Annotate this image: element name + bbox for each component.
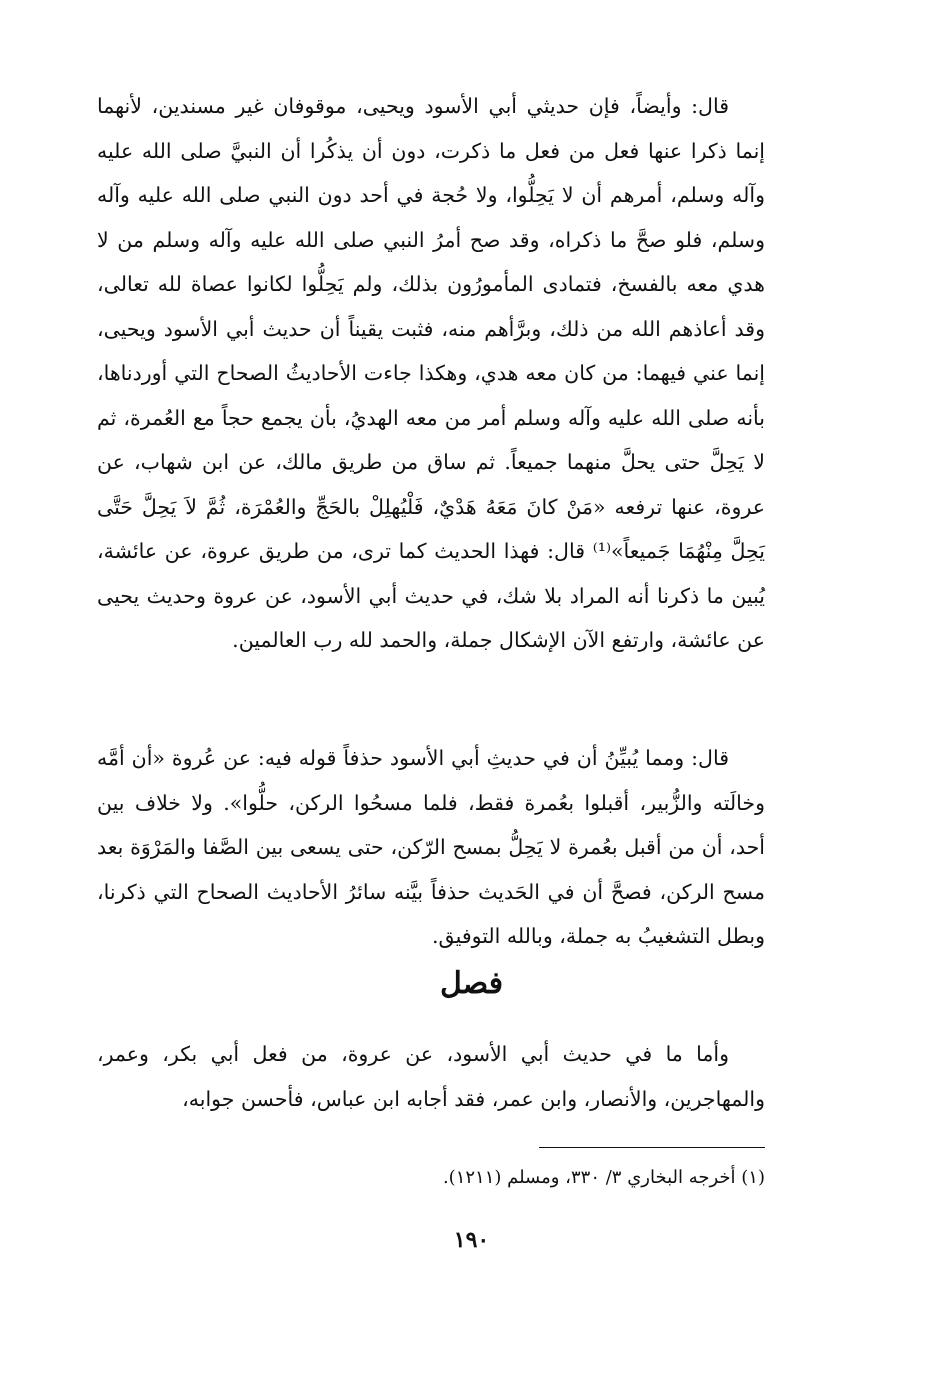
footnote-divider	[539, 1147, 765, 1148]
body-paragraph-2	[97, 736, 765, 959]
body-paragraph-1-text: قال: وأيضاً، فإن حديثي أبي الأسود ويحيى، موقوفان غير مسندين، لأنهما إنما ذكرا عنها فعل من فعل ما ذكرت، دون أن يذكُرا أن النبيَّ صلى الله عليه وآله وسلم، أمرهم أن لا يَحِلُّوا، ولا حُجة في أحد دون النبي صلى الله عليه وآله وسلم، فلو صحَّ ما ذكراه، وقد صح أمرُ النبي صلى الله عليه وآله وسلم من لا هدي معه بالفسخ، فتمادى المأمورُون بذلك، ولم يَحِلُّوا لكانوا عصاة لله تعالى، وقد أعاذهم الله من ذلك، وبرَّأهم منه، فثبت يقيناً أن حديث أبي الأسود ويحيى، إنما عني فيهما: من كان معه هدي، وهكذا جاءت الأحاديثُ الصحاح التي أوردناها، بأنه صلى الله عليه وآله وسلم أمر من معه الهديُ، بأن يجمع حجاً مع العُمرة، ثم لا يَحِلَّ حتى يحلَّ منهما جميعاً. ثم ساق من طريق مالك، عن ابن شهاب، عن عروة، عنها ترفعه «مَنْ كانَ مَعَهُ هَدْيٌ، فَلْيُهلِلْ بالحَجِّ والعُمْرَة، ثُمَّ لاَ يَحِلَّ حَتَّى يَحِلَّ مِنْهُمَا جَميعاً»⁽¹⁾ قال: فهذا الحديث كما ترى، من طريق عروة، عن عائشة، يُبين ما ذكرنا أنه المراد بلا شك، في حديث أبي الأسود، عن عروة وحديث يحيى عن عائشة، وارتفع الآن الإشكال جملة، والحمد لله رب العالمين.	[97, 94, 765, 652]
body-paragraph-1	[97, 84, 765, 663]
body-paragraph-2-text: قال: ومما يُبيِّنُ أن في حديثِ أبي الأسود حذفاً قوله فيه: عن عُروة «أن أمَّه وخالَته والزُّبير، أقبلوا بعُمرة فقط، فلما مسحُوا الركن، حلُّوا». ولا خلاف بين أحد، أن من أقبل بعُمرة لا يَحِلُّ بمسح الرّكن، حتى يسعى بين الصَّفا والمَرْوَة بعد مسح الركن، فصحَّ أن في الحَديث حذفاً بيَّنه سائرُ الأحاديث الصحاح التي ذكرنا، وبطل التشغيبُ به جملة، وبالله التوفيق.	[97, 746, 765, 948]
footnote: (١) أخرجه البخاري ٣/ ٣٣٠، ومسلم (١٢١١).	[442, 1167, 765, 1188]
body-paragraph-3	[97, 1032, 765, 1121]
body-paragraph-3-text: وأما ما في حديث أبي الأسود، عن عروة، من فعل أبي بكر، وعمر، والمهاجرين، والأنصار، وابن عمر، فقد أجابه ابن عباس، فأحسن جوابه،	[97, 1042, 765, 1111]
page-number: ١٩٠	[453, 1227, 490, 1253]
section-heading: فصل	[439, 966, 504, 1001]
